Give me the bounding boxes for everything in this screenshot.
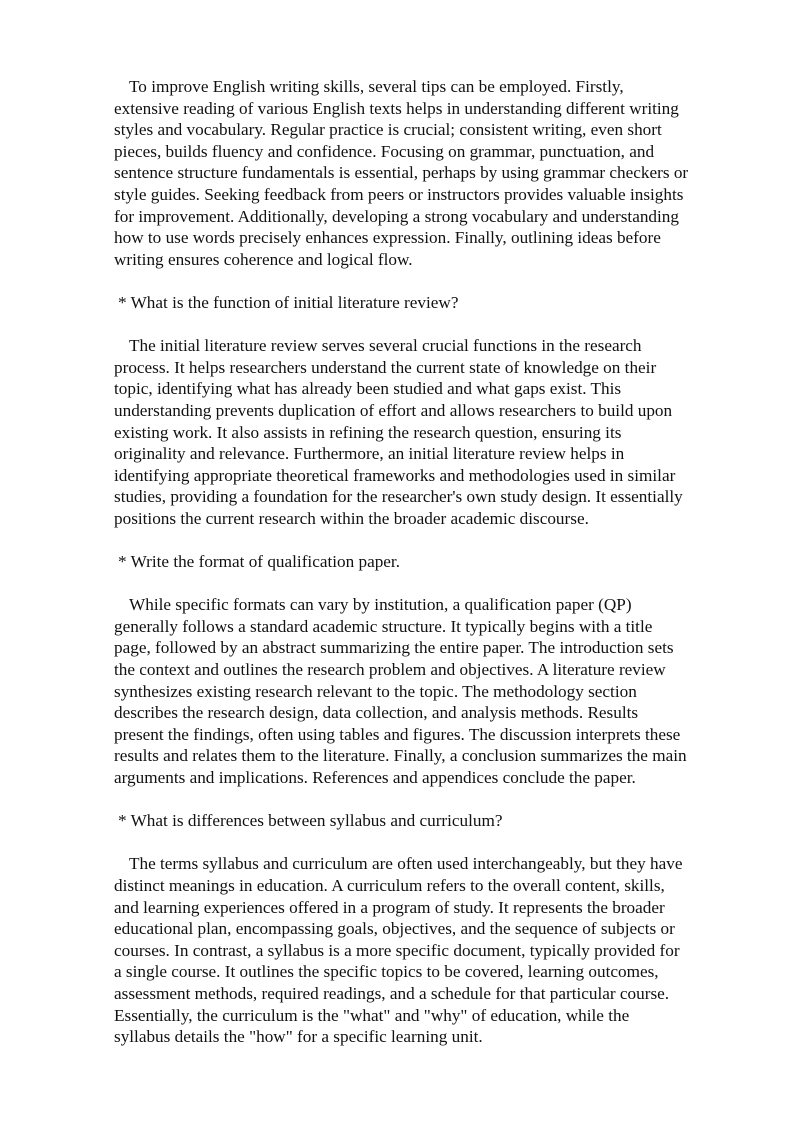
question-literature-review: * What is the function of initial literature review?	[118, 292, 459, 312]
paragraph-syllabus-curriculum: The terms syllabus and curriculum are often used interchangeably, but they have distinct meanings in education. A curriculum refers to the overall content, skills, and learning experiences offered in a program of study. It represents the broader educational plan, encompassing goals, objectives, and the sequence of subjects or courses. In contrast, a syllabus is a more specific document, typically provided for a single course. It outlines the specific topics to be covered, learning outcomes, assessment methods, required readings, and a schedule for that particular course. Essentially, the curriculum is the "what" and "why" of education, while the syllabus details the "how" for a specific learning unit.	[114, 854, 683, 1047]
paragraph-spacer	[114, 573, 754, 595]
paragraph-spacer	[114, 529, 754, 551]
paragraph-literature-review: The initial literature review serves several crucial functions in the research process. It helps researchers understand the current state of knowledge on their topic, identifying what has already been studied and what gaps exist. This understanding prevents duplication of effort and allows researchers to build upon existing work. It also assists in refining the research question, ensuring its originality and relevance. Furthermore, an initial literature review helps in identifying appropriate theoretical frameworks and methodologies used in similar studies, providing a foundation for the researcher's own study design. It essentially positions the current research within the broader academic discourse.	[114, 336, 683, 528]
question-qualification-paper: * Write the format of qualification paper.	[118, 552, 401, 572]
document-page	[114, 76, 754, 1048]
paragraph-spacer	[114, 832, 754, 854]
question-syllabus-curriculum: * What is differences between syllabus and curriculum?	[118, 811, 503, 831]
paragraph-spacer	[114, 789, 754, 811]
paragraph-qualification-paper: While specific formats can vary by institution, a qualification paper (QP) generally follows a standard academic structure. It typically begins with a title page, followed by an abstract summarizing the entire paper. The introduction sets the context and outlines the research problem and objectives. A literature review synthesizes existing research relevant to the topic. The methodology section describes the research design, data collection, and analysis methods. Results present the findings, often using tables and figures. The discussion interprets these results and relates them to the literature. Finally, a conclusion summarizes the main arguments and implications. References and appendices conclude the paper.	[114, 595, 687, 787]
paragraph-spacer	[114, 314, 754, 336]
paragraph-spacer	[114, 270, 754, 292]
paragraph-writing-tips: To improve English writing skills, several tips can be employed. Firstly, extensive reading of various English texts helps in understanding different writing styles and vocabulary. Regular practice is crucial; consistent writing, even short pieces, builds fluency and confidence. Focusing on grammar, punctuation, and sentence structure fundamentals is essential, perhaps by using grammar checkers or style guides. Seeking feedback from peers or instructors provides valuable insights for improvement. Additionally, developing a strong vocabulary and understanding how to use words precisely enhances expression. Finally, outlining ideas before writing ensures coherence and logical flow.	[114, 77, 689, 269]
